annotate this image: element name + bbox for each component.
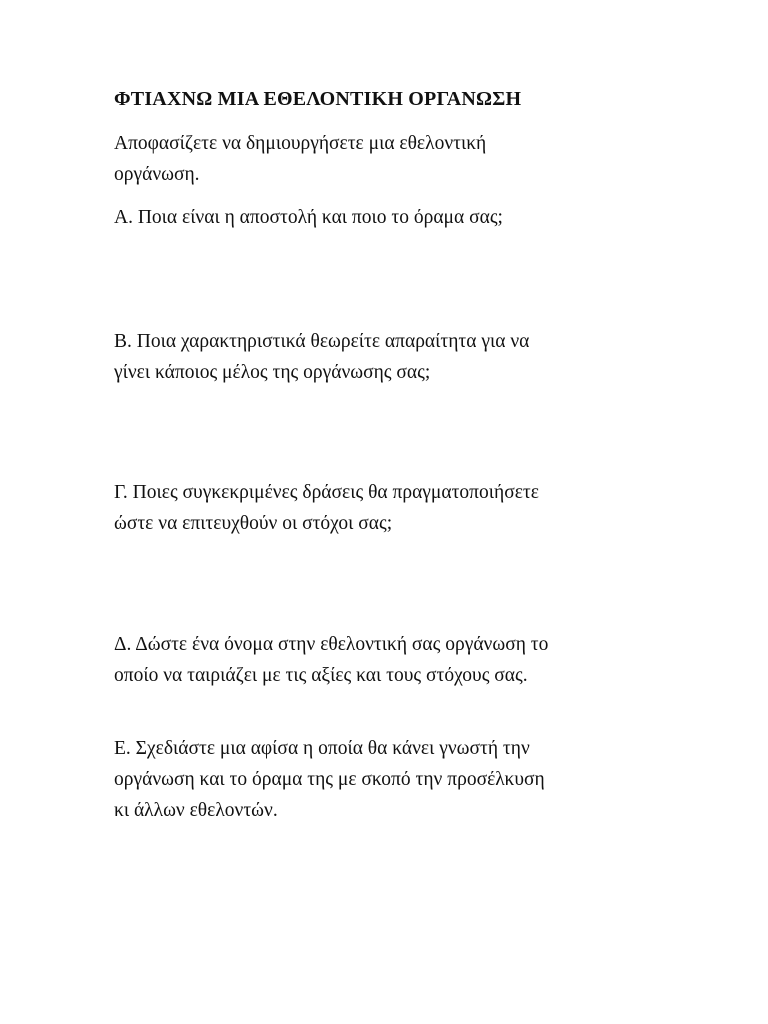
question-d bbox=[114, 629, 674, 691]
question-c-line: ώστε να επιτευχθούν οι στόχοι σας; bbox=[114, 513, 393, 534]
question-e bbox=[114, 733, 674, 826]
question-e-line: οργάνωση και το όραμα της με σκοπό την προσέλκυση bbox=[114, 769, 545, 790]
intro-line: Αποφασίζετε να δημιουργήσετε μια εθελοντική bbox=[114, 133, 487, 154]
question-d-line: Δ. Δώστε ένα όνομα στην εθελοντική σας οργάνωση το bbox=[114, 634, 549, 655]
intro-line: οργάνωση. bbox=[114, 164, 200, 185]
question-d-line: οποίο να ταιριάζει με τις αξίες και τους στόχους σας. bbox=[114, 665, 528, 686]
question-c bbox=[114, 477, 674, 539]
question-a-line: Α. Ποια είναι η αποστολή και ποιο το όραμα σας; bbox=[114, 207, 503, 228]
question-a bbox=[114, 202, 674, 233]
question-c-line: Γ. Ποιες συγκεκριμένες δράσεις θα πραγματοποιήσετε bbox=[114, 482, 539, 503]
intro-paragraph bbox=[114, 128, 674, 190]
question-b-line: γίνει κάποιος μέλος της οργάνωσης σας; bbox=[114, 362, 431, 383]
document-title: ΦΤΙΑΧΝΩ ΜΙΑ ΕΘΕΛΟΝΤΙΚΗ ΟΡΓΑΝΩΣΗ bbox=[114, 88, 522, 110]
question-e-line: Ε. Σχεδιάστε μια αφίσα η οποία θα κάνει γνωστή την bbox=[114, 738, 530, 759]
question-b-line: Β. Ποια χαρακτηριστικά θεωρείτε απαραίτητα για να bbox=[114, 331, 530, 352]
question-e-line: κι άλλων εθελοντών. bbox=[114, 800, 278, 821]
question-b bbox=[114, 326, 674, 388]
